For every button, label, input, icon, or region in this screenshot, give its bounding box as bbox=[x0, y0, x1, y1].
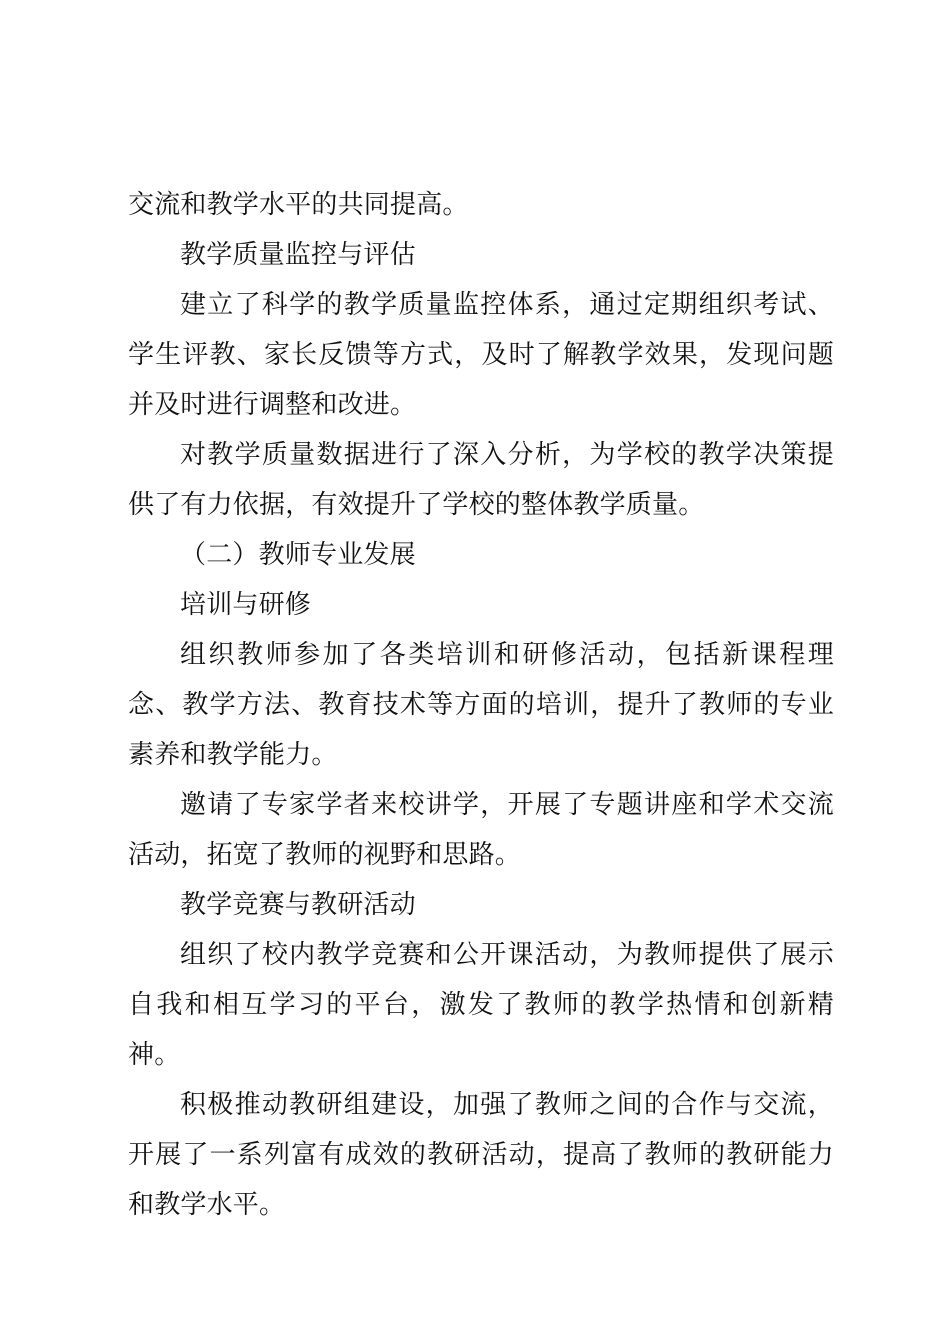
heading-training: 培训与研修 bbox=[180, 590, 312, 620]
paragraph-data-analysis: 对教学质量数据进行了深入分析，为学校的教学决策提供了有力依据，有效提升了学校的整体教学质量。 bbox=[128, 440, 834, 520]
document-body bbox=[128, 180, 834, 1230]
paragraph-expert-lectures: 邀请了专家学者来校讲学，开展了专题讲座和学术交流活动，拓宽了教师的视野和思路。 bbox=[128, 790, 834, 870]
paragraph-monitoring-system: 建立了科学的教学质量监控体系，通过定期组织考试、学生评教、家长反馈等方式，及时了解教学效果，发现问题并及时进行调整和改进。 bbox=[128, 290, 834, 420]
paragraph-competitions: 组织了校内教学竞赛和公开课活动，为教师提供了展示自我和相互学习的平台，激发了教师的教学热情和创新精神。 bbox=[128, 940, 834, 1070]
paragraph-research-groups: 积极推动教研组建设，加强了教师之间的合作与交流，开展了一系列富有成效的教研活动，提高了教师的教研能力和教学水平。 bbox=[128, 1090, 834, 1220]
paragraph-training-activities: 组织教师参加了各类培训和研修活动，包括新课程理念、教学方法、教育技术等方面的培训，提升了教师的专业素养和教学能力。 bbox=[128, 640, 834, 770]
section-heading-teacher-development: （二）教师专业发展 bbox=[180, 540, 416, 570]
heading-competitions: 教学竞赛与教研活动 bbox=[180, 890, 416, 920]
paragraph-continuation: 交流和教学水平的共同提高。 bbox=[128, 190, 469, 220]
heading-quality-monitoring: 教学质量监控与评估 bbox=[180, 240, 416, 270]
